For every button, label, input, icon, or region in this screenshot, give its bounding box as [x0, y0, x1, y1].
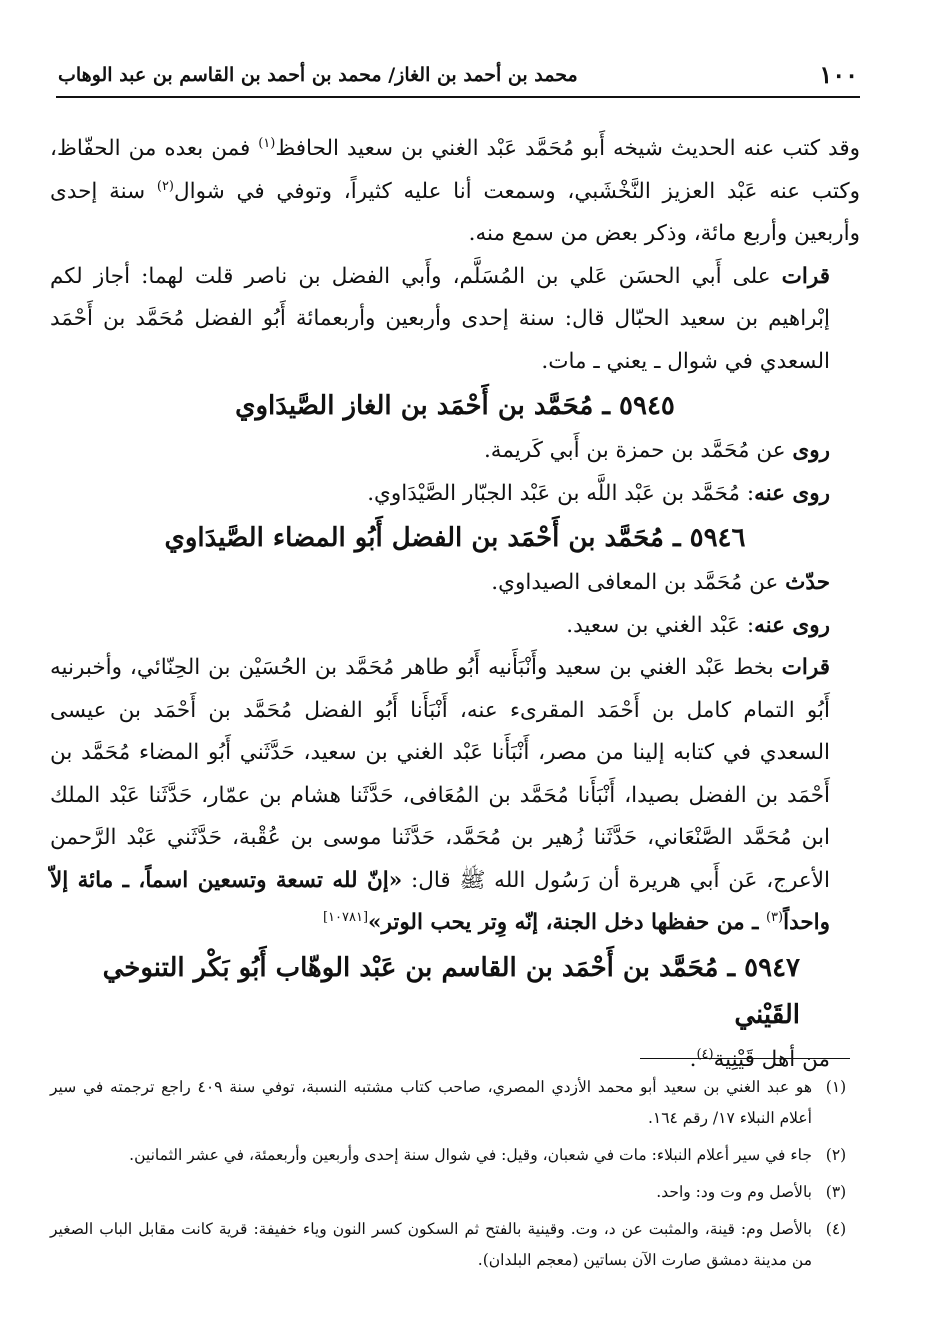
entry-title-5946: ٥٩٤٦ ـ مُحَمَّد بن أَحْمَد بن الفضل أَبُو المضاء الصَّيدَاوي: [164, 523, 746, 553]
header-divider: [56, 96, 860, 98]
narration-text: عن مُحَمَّد بن المعافى الصيداوي.: [491, 570, 786, 595]
footnote-ref-2[interactable]: (٢): [156, 178, 174, 194]
footnote-3: [50, 1177, 860, 1208]
footnote-divider: [640, 1058, 850, 1059]
running-header: [58, 58, 858, 94]
footnotes: [50, 1072, 860, 1276]
footnote-text: هو عبد الغني بن سعيد أبو محمد الأزدي المصري، صاحب كتاب مشتبه النسبة، توفي سنة ٤٠٩ راجع ترجمته في سير أعلام النبلاء ١٧/ رقم ١٦٤.: [50, 1078, 812, 1127]
narration-text: : مُحَمَّد بن عَبْد اللَّه بن عَبْد الجبّار الصَّيْدَاوي.: [367, 480, 755, 506]
paragraph-text: على أَبي الحسَن عَلي بن المُسَلَّم، وأَبي الفضل بن ناصر قلت لهما: أجاز لكم إبْراهيم بن سعيد الحبّال قال: سنة إحدى وأربعين وأربعمائة أَبُو الفضل مُحَمَّد بن أَحْمَد السعدي في شوال ـ يعني ـ مات.: [50, 263, 830, 374]
lead-word: حدّث: [785, 570, 830, 595]
paragraph-hadith: [50, 647, 860, 945]
lead-word: روى: [792, 438, 830, 463]
narration-text: : عَبْد الغني بن سعيد.: [566, 612, 755, 638]
narration-text: .: [689, 1046, 697, 1072]
footnote-ref-1[interactable]: (١): [258, 135, 276, 151]
footnote-number: (٣): [825, 1183, 847, 1201]
paragraph-text: وقد كتب عنه الحديث شيخه أَبو مُحَمَّد عَبْد الغني بن سعيد الحافظ: [275, 136, 860, 161]
footnote-ref-3[interactable]: (٣): [765, 909, 784, 925]
narration-text: عن مُحَمَّد بن حمزة بن أَبي كَريمة.: [483, 438, 793, 463]
footnote-number: (٤): [825, 1220, 847, 1238]
hadith-quote: «إنّ لله تسعة وتسعين اسماً، ـ مائة إلاّ واحداً: [50, 867, 830, 935]
footnote-2: [50, 1140, 860, 1171]
lead-word: روى عنه: [754, 480, 830, 506]
main-text: [50, 128, 860, 1081]
narration-line: [50, 562, 860, 605]
lead-word: قرات: [781, 263, 830, 289]
narration-line: [50, 473, 860, 516]
entry-title-5945: ٥٩٤٥ ـ مُحَمَّد بن أَحْمَد بن الغاز الصَّيدَاوي: [235, 391, 675, 421]
running-title: محمد بن أحمد بن الغاز/ محمد بن أحمد بن القاسم بن عبد الوهاب: [58, 64, 578, 86]
lead-word: روى عنه: [754, 612, 830, 638]
footnote-ref-4[interactable]: (٤): [696, 1046, 714, 1062]
hadith-quote: ـ من حفظها دخل الجنة، إنّه وِتر يحب الوتر»: [368, 910, 766, 935]
narration-line: [50, 430, 860, 473]
paragraph-intro: [50, 128, 860, 256]
lead-word: قرات: [781, 655, 830, 680]
paragraph-reading: [50, 256, 860, 384]
paragraph-text: بخط عَبْد الغني بن سعيد وأَنْبَأَنيه أَبُو طاهر مُحَمَّد بن الحُسَيْن بن الحِنّائي، وأخبرنيه أَبُو التمام كامل بن أَحْمَد المقرىء عنه، أَنْبَأَنا أَبُو الفضل مُحَمَّد بن أَحْمَد بن عيسى السعدي في كتابه إلينا من مصر، أَنْبَأَنا عَبْد الغني بن سعيد، حَدَّثَني أَبُو المضاء مُحَمَّد بن أَحْمَد بن الفضل بصيدا، أَنْبَأَنا مُحَمَّد بن المُعَافى، حَدَّثَنا هشام بن عمّار، حَدَّثَنا عَبْد الملك ابن مُحَمَّد الصَّنْعَاني، حَدَّثَنا زُهير بن مُحَمَّد، حَدَّثَنا موسى بن عُقْبة، حَدَّثَني عَبْد الرَّحمن الأعرج، عَن أَبي هريرة أن رَسُول الله ﷺ قال:: [50, 655, 830, 893]
footnote-4: [50, 1214, 860, 1276]
paragraph-text: سنة إحدى وأربعين وأربع مائة، وذكر بعض من سمع منه.: [50, 178, 860, 246]
narration-line: [50, 605, 860, 648]
narration-text: من أهل قَيْنِية: [713, 1046, 830, 1072]
page-number: ١٠٠: [819, 60, 858, 89]
footnote-number: (١): [825, 1078, 847, 1096]
footnote-number: (٢): [825, 1146, 847, 1164]
entry-title-5947: ٥٩٤٧ ـ مُحَمَّد بن أَحْمَد بن القاسم بن عَبْد الوهّاب أَبُو بَكْر التنوخي القَيْني: [102, 952, 800, 1030]
footnote-text: بالأصل وم: قينة، والمثبت عن د، وت. وقينية بالفتح ثم السكون كسر النون وياء خفيفة: قرية كانت مقابل الباب الصغير من مدينة دمشق صارت الآن بساتين (معجم البلدان).: [50, 1220, 812, 1269]
hadith-reference-number: [١٠٧٨١]: [322, 909, 369, 925]
footnote-text: جاء في سير أعلام النبلاء: مات في شعبان، وقيل: في شوال سنة إحدى وأربعين وأربعمئة، في عشر الثمانين.: [129, 1146, 812, 1164]
footnote-1: [50, 1072, 860, 1134]
footnote-text: بالأصل وم وت ود: واحد.: [656, 1183, 812, 1201]
paragraph-text: فمن بعده من الحفّاظ، وكتب عنه عَبْد العزيز النَّخْشَبي، وسمعت أنا عليه كثيراً، وتوفي في شوال: [50, 136, 860, 204]
